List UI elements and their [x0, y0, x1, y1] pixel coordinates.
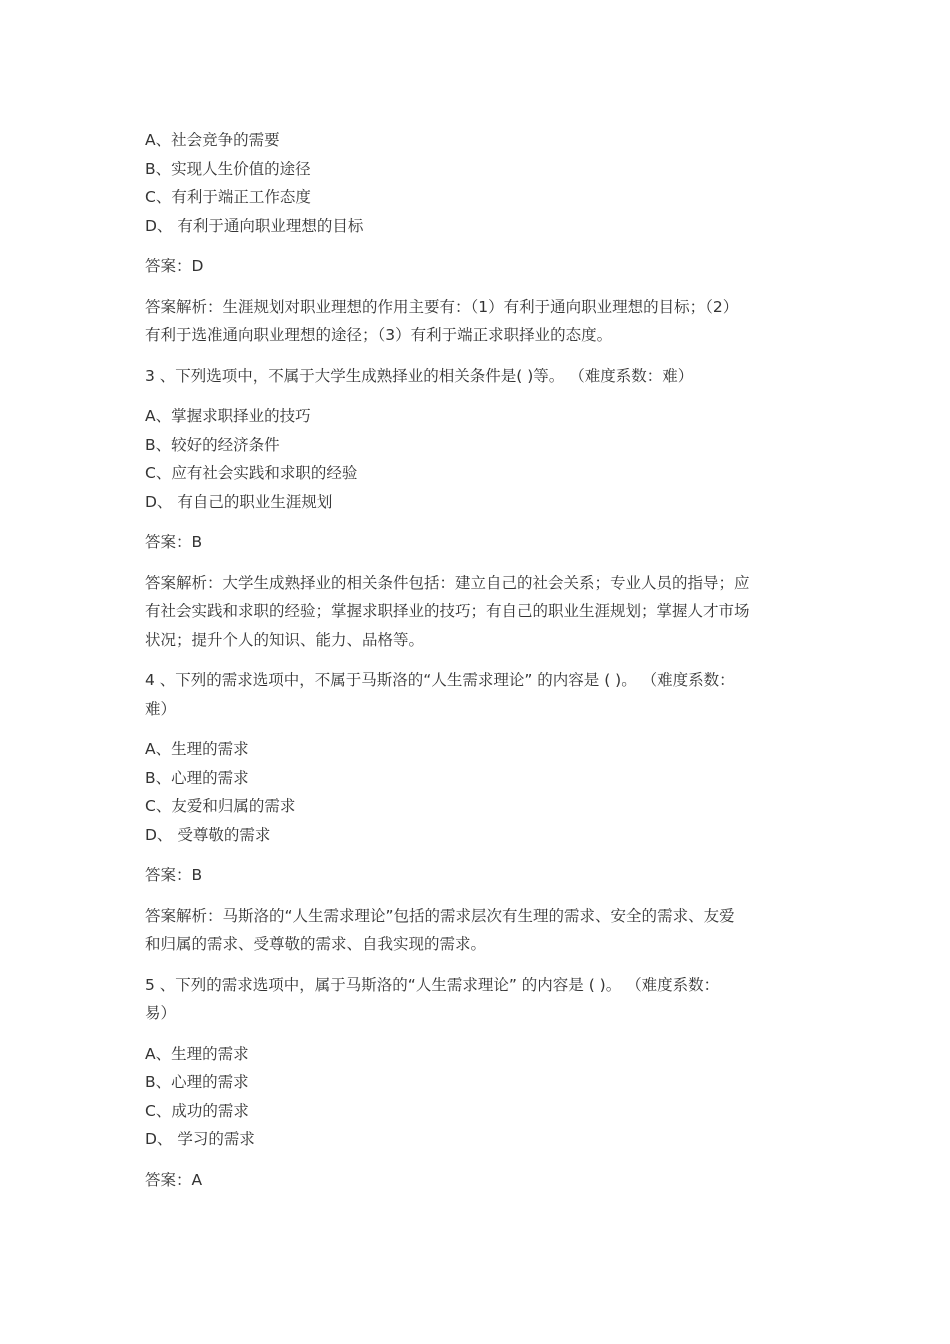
- option-d: D、 受尊敬的需求: [145, 825, 271, 844]
- option-b: B、心理的需求: [145, 768, 249, 787]
- question-line: 易）: [145, 1004, 177, 1022]
- option-a: A、生理的需求: [145, 1044, 249, 1063]
- option-c: C、应有社会实践和求职的经验: [145, 464, 358, 482]
- question-2-explanation: [145, 293, 805, 350]
- question-line: 5 、下列的需求选项中，属于马斯洛的“人生需求理论” 的内容是 ( )。 （难度系数：: [145, 975, 720, 994]
- question-5-text: [145, 971, 805, 1028]
- question-line: 4 、下列的需求选项中，不属于马斯洛的“人生需求理论” 的内容是 ( )。 （难度系数：: [145, 671, 735, 689]
- option-a: A、掌握求职择业的技巧: [145, 407, 311, 425]
- question-4-text: [145, 666, 805, 723]
- question-3-options: [145, 402, 805, 516]
- option-b: B、较好的经济条件: [145, 435, 280, 454]
- explanation-line: 状况；提升个人的知识、能力、品格等。: [145, 630, 425, 649]
- explanation-line: 有利于选准通向职业理想的途径；（3）有利于端正求职择业的态度。: [145, 326, 613, 344]
- question-2-answer: 答案：D: [145, 257, 204, 275]
- question-4-answer: 答案：B: [145, 866, 203, 884]
- option-c: C、成功的需求: [145, 1101, 249, 1120]
- question-3-explanation: [145, 569, 805, 655]
- document-page: [145, 126, 805, 1194]
- option-b: B、实现人生价值的途径: [145, 159, 311, 178]
- option-a: A、社会竞争的需要: [145, 131, 280, 149]
- explanation-line: 有社会实践和求职的经验；掌握求职择业的技巧；有自己的职业生涯规划；掌握人才市场: [145, 602, 750, 620]
- question-line: 难）: [145, 699, 177, 718]
- explanation-line: 答案解析：马斯洛的“人生需求理论”包括的需求层次有生理的需求、安全的需求、友爱: [145, 906, 735, 925]
- question-5-answer: 答案：A: [145, 1170, 203, 1189]
- question-4-options: [145, 735, 805, 849]
- option-a: A、生理的需求: [145, 740, 249, 758]
- option-b: B、心理的需求: [145, 1073, 249, 1091]
- option-c: C、有利于端正工作态度: [145, 188, 311, 206]
- option-c: C、友爱和归属的需求: [145, 797, 296, 815]
- question-3-text: 3 、下列选项中，不属于大学生成熟择业的相关条件是( )等。 （难度系数：难）: [145, 366, 694, 385]
- explanation-line: 答案解析：大学生成熟择业的相关条件包括：建立自己的社会关系；专业人员的指导；应: [145, 573, 750, 592]
- explanation-line: 答案解析：生涯规划对职业理想的作用主要有：（1）有利于通向职业理想的目标；（2）: [145, 297, 739, 316]
- question-5-options: [145, 1040, 805, 1154]
- option-d: D、 有自己的职业生涯规划: [145, 492, 333, 511]
- option-d: D、 有利于通向职业理想的目标: [145, 216, 364, 235]
- option-d: D、 学习的需求: [145, 1130, 255, 1148]
- question-3-answer: 答案：B: [145, 533, 203, 551]
- question-2-options: [145, 126, 805, 240]
- question-4-explanation: [145, 902, 805, 959]
- explanation-line: 和归属的需求、受尊敬的需求、自我实现的需求。: [145, 935, 487, 953]
